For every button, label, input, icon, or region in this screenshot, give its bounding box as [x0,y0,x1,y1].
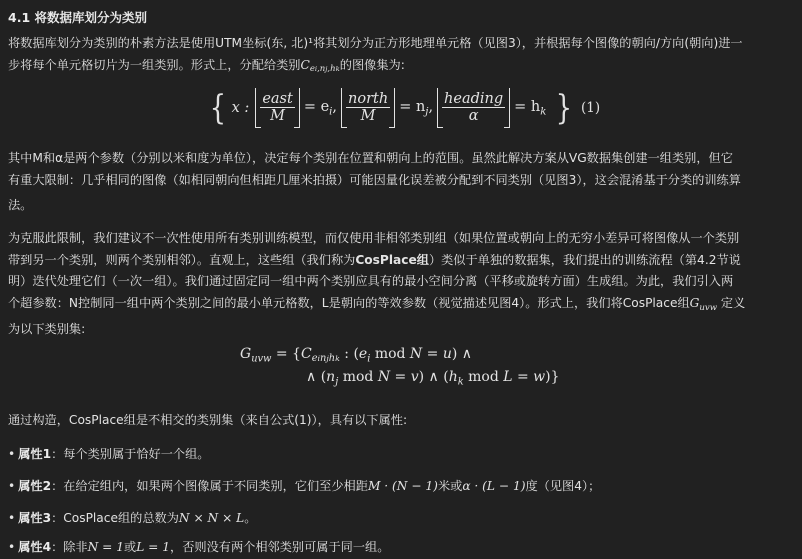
floor-north: $\frac{\text{north}}{M}$ [341,88,395,128]
paragraph-4: 通过构造，CosPlace组是不相交的类别集（来自公式(1)），具有以下属性: [8,413,408,427]
property-4: • 属性4：除非N = 1或L = 1，否则没有两个相邻类别可属于同一组。 [8,540,390,554]
equation-1: { x : $\frac{\text{east}}{M}$ = $e_i$, $\frac{\text{north}}{M}$ = $n_j$, $\frac{\text{heading}}{\alpha}$ = $h_k$ } (1) [209,88,601,128]
p2-line3: 法。 [8,198,33,212]
section-heading: 4.1 将数据库划分为类别 [8,10,147,25]
cosplace-bold: CosPlace组 [355,252,429,267]
p2-line1: 其中M和α是两个参数（分别以米和度为单位），决定每个类别在位置和朝向上的范围。虽然此解决方案从VG数据集创建一组类别，但它 [8,151,733,165]
p1-line2-post: 的图像集为: [339,57,405,72]
paragraph-3 [8,228,794,340]
p1-line2-pre: 步将每个单元格切片为一组类别。形式上，分配给类别 [8,57,301,72]
eq2-line1: $G_{uvw} = \{C_{einjhk}$ : ($e_i$ mod N = u) ∧ [240,346,473,365]
property-2: • 属性2：在给定组内，如果两个图像属于不同类别，它们至少相距M · (N − 1)米或α · (L − 1)度（见图4）； [8,479,601,493]
p1-line2 [8,55,794,81]
equation-number: (1) [581,100,601,116]
paragraph-2 [8,148,794,217]
p3-line2: 带到另一个类别，则两个类别相邻）。直观上，这些组（我们称为CosPlace组）类似于单独的数据集，我们提出的训练流程（第4.2节说 [8,252,741,267]
p3-line5: 为以下类别集: [8,321,86,336]
eq2-line2: ∧ ($n_j$ mod N = v) ∧ ($h_k$ mod L = w)} [306,369,560,388]
property-1: • 属性1：每个类别属于恰好一个组。 [8,447,210,461]
p3-line3: 明）迭代处理它们（一次一组）。我们通过固定同一组中两个类别应具有的最小空间分离（平移或旋转方面）生成组。为此，我们引入两 [8,274,734,288]
eq1-x: x : [231,100,250,116]
p2-line2: 有重大限制：几乎相同的图像（如相同朝向但相距几厘米拍摄）可能因量化误差被分配到不同类别（见图3），这会混淆基于分类的训练算 [8,172,741,187]
p1-line1: 将数据库划分为类别的朴素方法是使用UTM坐标(东, 北)¹将其划分为正方形地理单元格（见图3），并根据每个图像的朝向/方向(朝向)进一 [8,36,743,50]
floor-heading: $\frac{\text{heading}}{\alpha}$ [437,88,510,128]
group-symbol: $G_{uvw}$ [689,295,718,313]
paragraph-1 [8,33,794,81]
property-3: • 属性3：CosPlace组的总数为N × N × L。 [8,511,257,525]
p3-line4: 个超参数：N控制同一组中两个类别之间的最小单元格数，L是朝向的等效参数（视觉描述见图4）。形式上，我们将CosPlace组$G_{uvw}$ 定义 [8,295,746,313]
floor-east: $\frac{\text{east}}{M}$ [255,88,300,128]
class-symbol: $C_{ei,nj,hk}$ [300,57,340,75]
p3-line1: 为克服此限制，我们建议不一次性使用所有类别训练模型，而仅使用非相邻类别组（如果位置或朝向上的无穷小差异可将图像从一个类别 [8,231,740,245]
